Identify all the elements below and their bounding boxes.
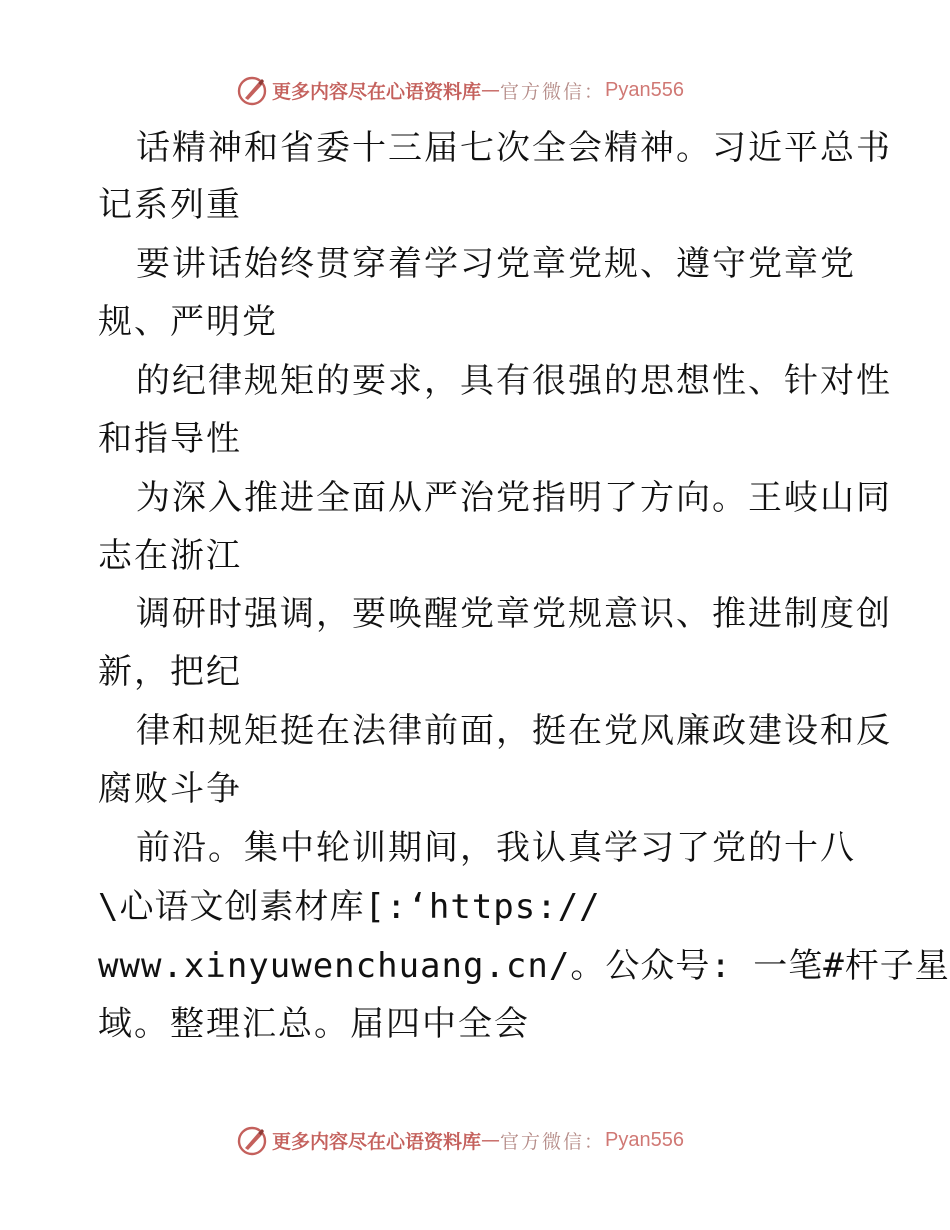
body-line: \心语文创素材库[:‘https:// — [98, 887, 601, 927]
body-line: 前沿。集中轮训期间，我认真学习了党的十八 — [136, 828, 856, 868]
banner-dash: — — [481, 1129, 501, 1151]
body-line: 调研时强调，要唤醒党章党规意识、推进制度创 — [136, 594, 892, 634]
pen-logo-icon — [236, 74, 268, 106]
wechat-label: 官方微信： — [500, 1130, 606, 1153]
body-line: 和指导性 — [98, 419, 242, 459]
banner-dash: — — [481, 79, 501, 101]
site-name: 更多内容尽在心语资料库 — [272, 1130, 482, 1153]
site-name: 更多内容尽在心语资料库 — [272, 80, 482, 103]
wechat-id: Pyan556 — [605, 78, 684, 101]
pen-logo-icon — [236, 1124, 268, 1156]
body-line: 律和规矩挺在法律前面，挺在党风廉政建设和反 — [136, 711, 892, 751]
footer-watermark — [236, 1122, 684, 1158]
header-watermark — [236, 72, 684, 108]
body-line: 志在浙江 — [98, 536, 242, 576]
body-line: 域。整理汇总。届四中全会 — [98, 1004, 530, 1044]
wechat-id: Pyan556 — [605, 1128, 684, 1151]
body-line: 腐败斗争 — [98, 769, 242, 809]
wechat-label: 官方微信： — [500, 80, 606, 103]
body-line: 为深入推进全面从严治党指明了方向。王岐山同 — [136, 478, 892, 518]
body-line: www.xinyuwenchuang.cn/。公众号: 一笔#杆子星 — [98, 946, 950, 986]
body-line: 规、严明党 — [98, 302, 278, 342]
body-line: 要讲话始终贯穿着学习党章党规、遵守党章党 — [136, 244, 856, 284]
body-line: 新，把纪 — [98, 652, 242, 692]
body-line: 话精神和省委十三届七次全会精神。习近平总书 — [136, 128, 892, 168]
body-line: 记系列重 — [98, 185, 242, 225]
body-line: 的纪律规矩的要求，具有很强的思想性、针对性 — [136, 361, 892, 401]
